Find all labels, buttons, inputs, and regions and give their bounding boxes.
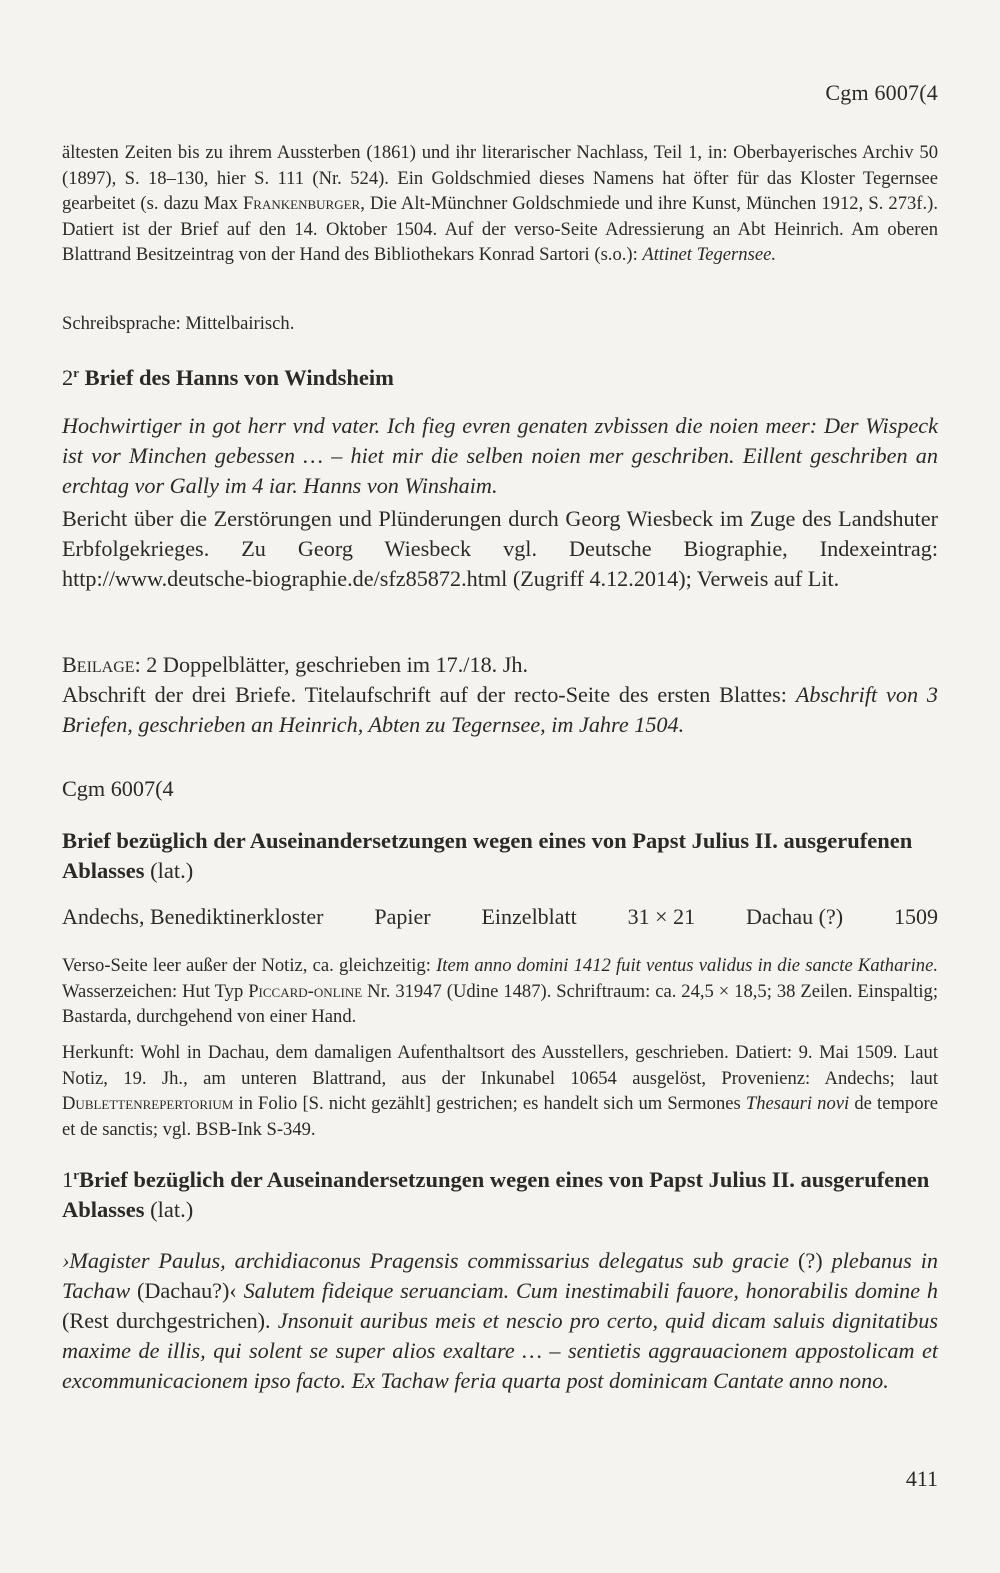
meta-material: Papier — [374, 904, 431, 929]
running-head: Cgm 6007(4 — [825, 80, 938, 105]
beilage-description — [62, 680, 938, 740]
section-2r-heading — [62, 363, 938, 393]
section-2r-quote — [62, 411, 938, 501]
meta-provenance: Andechs, Benediktinerkloster — [62, 904, 324, 929]
desc-text: Verso-Seite leer außer der Notiz, ca. gleichzeitig: — [62, 955, 437, 976]
section-title: Brief des Hanns von Windsheim — [84, 365, 394, 390]
prov-title-italic: Thesauri novi — [745, 1093, 850, 1114]
quote-part: Salutem fideique seruanciam. Cum inestimabili fauore, honorabilis domine h — [243, 1278, 938, 1303]
beilage-text: : 2 Doppelblätter, geschrieben im 17./18. Jh. — [134, 652, 529, 677]
meta-place: Dachau (?) — [745, 904, 844, 929]
section-language: (lat.) — [144, 1197, 194, 1222]
entry-language: (lat.) — [144, 858, 194, 883]
entry-provenance — [62, 1040, 938, 1142]
beilage-line — [62, 650, 938, 680]
author-name: Frankenburger — [242, 193, 361, 214]
beilage-label: Beilage — [62, 652, 135, 677]
meta-format: Einzelblatt — [481, 904, 577, 929]
editorial-note: (Dachau?)‹ — [130, 1278, 244, 1303]
watermark-source: Piccard-online — [248, 980, 363, 1002]
prov-text-cont: in Folio [S. nicht gezählt] gestrichen; es handelt sich um Sermones — [233, 1093, 746, 1114]
editorial-note: (?) — [789, 1248, 832, 1273]
writing-language: Schreibsprache: Mittelbairisch. — [62, 313, 295, 334]
folio-number: 2 — [62, 365, 74, 390]
shelfmark: Cgm 6007(4 — [62, 776, 174, 801]
entry-physical-description — [62, 953, 938, 1030]
quote-part: plebanus in Tachaw — [62, 1248, 938, 1303]
incipit-explicit: Hochwirtiger in got herr vnd vater. Ich fieg evren genaten zvbissen die noien meer: Der Wispeck ist vor Minchen gebessen … – hiet mir die selben noien mer geschriben. Eillent geschriben an erchtag vor Gally im 4 iar. Hanns von Winshaim. — [62, 413, 938, 498]
section-1r-text — [62, 1246, 938, 1396]
folio-number: 1 — [62, 1167, 74, 1192]
desc-text-cont: Wasserzeichen: Hut Typ — [62, 980, 249, 1002]
section-title: Brief bezüglich der Auseinandersetzungen wegen eines von Papst Julius II. ausgerufenen Ablasses — [62, 1167, 930, 1222]
folio-side: r — [73, 1167, 80, 1182]
editorial-note: (Rest durchgestrichen). — [62, 1308, 278, 1333]
quote-part: ›Magister Paulus, archidiaconus Pragensis commissarius delegatus sub gracie — [62, 1248, 790, 1273]
quote-part: Jnsonuit auribus meis et nescio pro certo, quid dicam saluis dignitatibus maxime de illis, qui solent se super alios exaltare … – sentietis aggrauacionem appostolicam et excommunicacionem ipso facto. Ex Tachaw feria quarta post dominicam Cantate anno nono. — [62, 1308, 939, 1393]
intro-text-cont: , Die Alt-Münchner Goldschmiede und ihre Kunst, München 1912, S. 273f.). Datiert ist der Brief auf den 14. Oktober 1504. Auf der verso-Seite Adressierung an Abt Heinrich. Am oberen Blattrand Besitzeintrag von der Hand des Bibliothekars Konrad Sartori (s.o.): — [62, 193, 938, 265]
desc-text-end: Nr. 31947 (Udine 1487). Schriftraum: ca. 24,5 × 18,5; 38 Zeilen. Einspaltig; Bastarda, durchgehend von einer Hand. — [62, 980, 938, 1027]
desc-note-quote: Item anno domini 1412 fuit ventus validus in die sancte Katharine. — [436, 955, 938, 976]
meta-date: 1509 — [893, 904, 938, 929]
intro-text: ältesten Zeiten bis zu ihrem Aussterben (1861) und ihr literarischer Nachlass, Teil 1, in: Oberbayerisches Archiv 50 (1897), S. 18–130, hier S. 111 (Nr. 524). Ein Goldschmied dieses Namens hat öfter für das Kloster Tegernsee gearbeitet (s. dazu Max — [62, 142, 938, 214]
prov-repertorium: Dublettenrepertorium — [62, 1093, 234, 1114]
entry-title — [62, 826, 938, 886]
beilage-title-quote: Abschrift von 3 Briefen, geschrieben an Heinrich, Abten zu Tegernsee, im Jahre 1504. — [62, 682, 938, 737]
page-number: 411 — [905, 1466, 938, 1491]
entry-metadata-row — [62, 904, 938, 930]
entry-title-text: Brief bezüglich der Auseinandersetzungen wegen eines von Papst Julius II. ausgerufenen Ablasses — [62, 828, 913, 883]
section-2r-description: Bericht über die Zerstörungen und Plünderungen durch Georg Wiesbeck im Zuge des Landshuter Erbfolgekrieges. Zu Georg Wiesbeck vgl. Deutsche Biographie, Indexeintrag: http://www.deutsche-biographie.de/sfz85872.html (Zugriff 4.12.2014); Verweis auf Lit. — [62, 506, 938, 591]
section-1r-heading — [62, 1165, 938, 1225]
meta-size: 31 × 21 — [627, 904, 696, 929]
beilage-desc-text: Abschrift der drei Briefe. Titelaufschrift auf der recto-Seite des ersten Blattes: — [62, 682, 796, 707]
ownership-note: Attinet Tegernsee. — [642, 244, 776, 265]
prov-text-end: de tempore et de sanctis; vgl. BSB-Ink S-349. — [62, 1093, 938, 1140]
folio-side: r — [73, 365, 80, 380]
intro-paragraph — [62, 140, 938, 268]
prov-text: Herkunft: Wohl in Dachau, dem damaligen Aufenthaltsort des Ausstellers, geschrieben. Datiert: 9. Mai 1509. Laut Notiz, 19. Jh., am unteren Blattrand, aus der Inkunabel 10654 ausgelöst, Provenienz: Andechs; laut — [62, 1042, 938, 1089]
